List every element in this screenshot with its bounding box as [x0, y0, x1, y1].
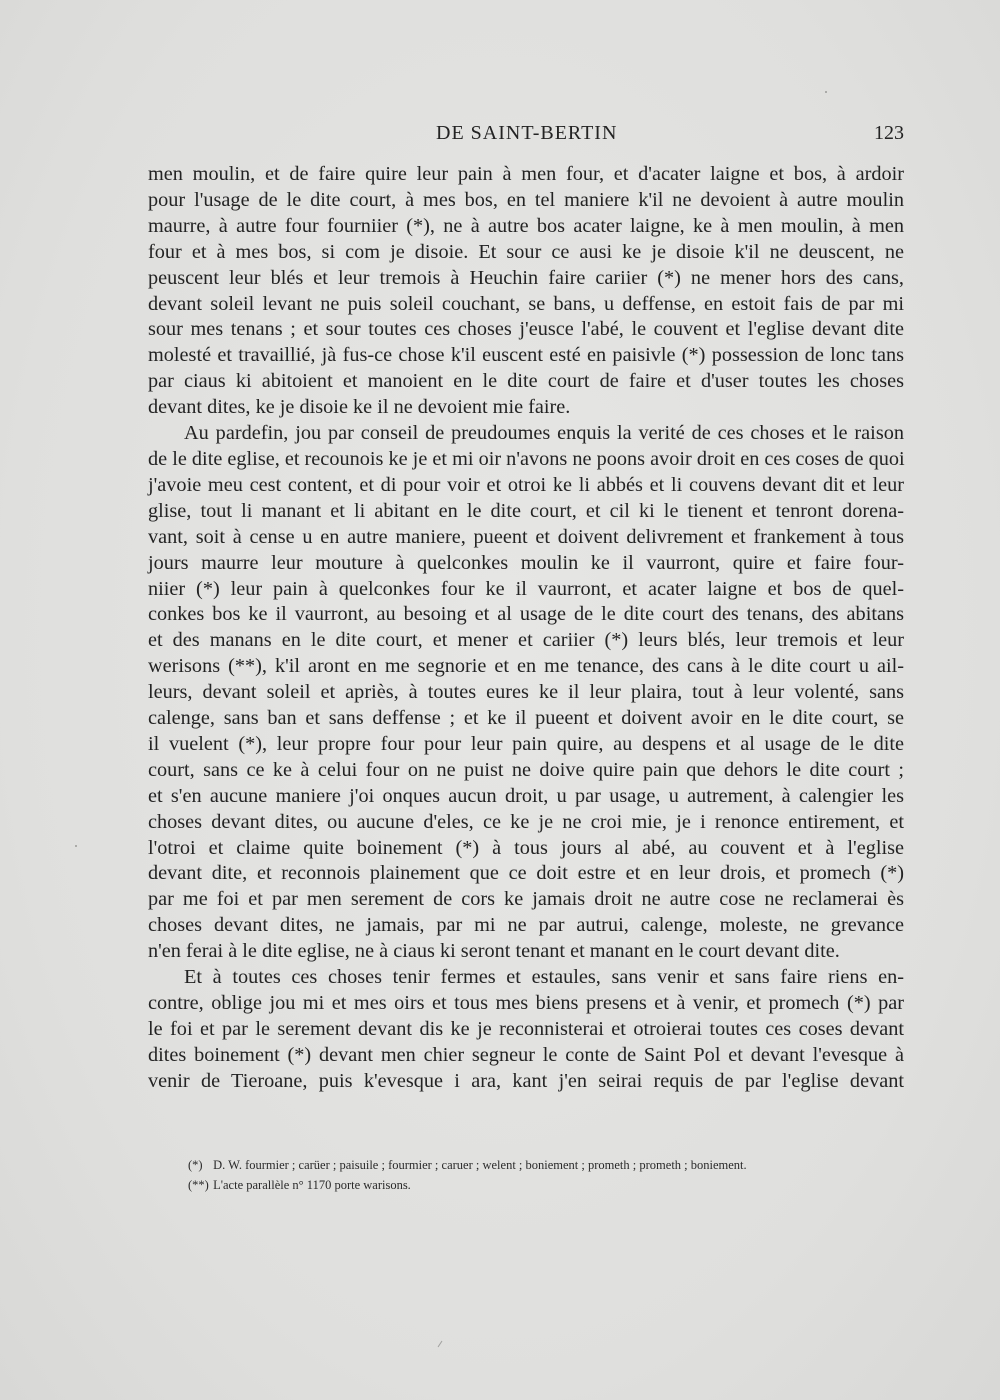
text-line: par me foi et par men serement de cors ke jamais droit ne autre cose ne reclamerai ès [148, 888, 904, 911]
text-line: n'en ferai à le dite eglise, ne à ciaus ki seront tenant et manant en le court devant dite. [148, 940, 840, 963]
text-line: jours maurre leur mouture à quelconkes moulin ke il vaurront, quire et faire four- [148, 551, 904, 574]
text-line: et s'en aucune maniere j'oi onques aucun droit, u par usage, u autrement, à calengier les [148, 784, 904, 807]
text-line: devant dite, et reconnois plainement que ce doit estre et en leur drois, et promech (*) [148, 862, 904, 885]
text-line: molesté et travaillié, jà fus-ce chose k'il euscent esté en paisivle (*) possession de lonc tans [148, 344, 904, 367]
text-line: niier (*) leur pain à quelconkes four ke il vaurront, et acater laigne et bos de quel- [148, 577, 904, 600]
footnote-mark: (**) [188, 1178, 209, 1192]
text-line: leurs, devant soleil et apriès, à toutes eures ke il leur plaira, tout à leur volenté, sans [148, 681, 904, 704]
text-line: court, sans ce ke à celui four on ne puist ne doive quire pain que dehors le dite court ; [148, 758, 904, 781]
page-number: 123 [874, 122, 904, 144]
footnote [188, 1155, 904, 1175]
text-line: sour mes tenans ; et sour toutes ces choses j'eusce l'abé, le couvent et l'eglise devant dite [148, 318, 904, 341]
footnote-text: D. W. fourmier ; carüer ; paisuile ; fourmier ; caruer ; welent ; boniement ; prometh ; prometh ; boniement. [213, 1158, 747, 1172]
text-line: glise, tout li manant et li abitant en le dite court, et cil ki le tienent et tenront dorena- [148, 499, 904, 522]
footnote-text: L'acte parallèle n° 1170 porte warisons. [213, 1178, 411, 1192]
text-line: devant dites, ke je disoie ke il ne devoient mie faire. [148, 396, 571, 419]
text-line: Au pardefin, jou par conseil de preudoumes enquis la verité de ces choses et le raison [184, 422, 904, 445]
footnote-mark: (*) [188, 1158, 203, 1172]
text-line: Et à toutes ces choses tenir fermes et estaules, sans venir et sans faire riens en- [184, 966, 904, 989]
text-line: four et à mes bos, si com je disoie. Et sour ce ausi ke je disoie k'il ne deuscent, ne [148, 240, 904, 263]
text-line: conkes bos ke il vaurront, au besoing et al usage de le dite court des tenans, des abitans [148, 603, 904, 626]
text-line: il vuelent (*), leur propre four pour leur pain quire, au despens et al usage de le dite [148, 732, 904, 755]
text-line: werisons (**), k'il aront en me segnorie et en me tenance, des cans à le dite court u ail- [148, 655, 904, 678]
text-line: j'avoie meu cest content, et di pour voir et otroi ke li abbés et li couvens devant dit et leur [148, 473, 904, 496]
text-line: pour l'usage de le dite court, à mes bos, en tel maniere k'il ne devoient à autre moulin [148, 188, 904, 211]
text-line: l'otroi et claime quite boinement (*) à tous jours al abé, au couvent et à l'eglise [148, 836, 904, 859]
running-head [148, 122, 904, 150]
text-line: vant, soit à cense u en autre maniere, pueent et doivent delivrement et frankement à tous [148, 525, 904, 548]
text-line: men moulin, et de faire quire leur pain à men four, et d'acater laigne et bos, à ardoir [148, 163, 904, 185]
text-line: maurre, à autre four fourniier (*), ne à autre bos acater laigne, ke à men moulin, à men [148, 214, 904, 237]
text-line: et des manans en le dite court, et mener et cariier (*) leurs blés, leur tremois et leur [148, 629, 904, 652]
text-line: par ciaus ki abitoient et manoient en le dite court de faire et d'user toutes les choses [148, 370, 904, 393]
text-line: venir de Tieroane, puis k'evesque i ara, kant j'en seirai requis de par l'eglise devant [148, 1069, 904, 1092]
text-line: choses devant dites, ou aucune d'eles, ce ke je ne croi mie, je i renonce entirement, et [148, 810, 904, 833]
text-line: dites boinement (*) devant men chier segneur le conte de Saint Pol et devant l'evesque à [148, 1043, 904, 1066]
footnotes [188, 1155, 904, 1195]
footnote [188, 1175, 904, 1195]
text-line: contre, oblige jou mi et mes oirs et tous mes biens presens et à venir, et promech (*) par [148, 992, 904, 1014]
running-title: DE SAINT-BERTIN [436, 122, 618, 144]
text-line: calenge, sans ban et sans deffense ; et ke il pueent et doivent avoir en le dite court, se [148, 707, 904, 730]
text-line: de le dite eglise, et recounois ke je et mi oir n'avons ne poons avoir droit en ces coses de quoi [148, 447, 905, 470]
main-text [148, 162, 904, 1095]
text-line: peuscent leur blés et leur tremois à Heuchin faire cariier (*) ne mener hors des cans, [148, 266, 904, 289]
text-line: le foi et par le serement devant dis ke je reconnisterai et otroierai toutes ces coses devant [148, 1017, 904, 1040]
text-line: devant soleil levant ne puis soleil couchant, se bans, u deffense, en estoit fais de par mi [148, 292, 904, 315]
text-line: choses devant dites, ne jamais, par mi ne par autrui, calenge, moleste, ne grevance [148, 914, 904, 937]
